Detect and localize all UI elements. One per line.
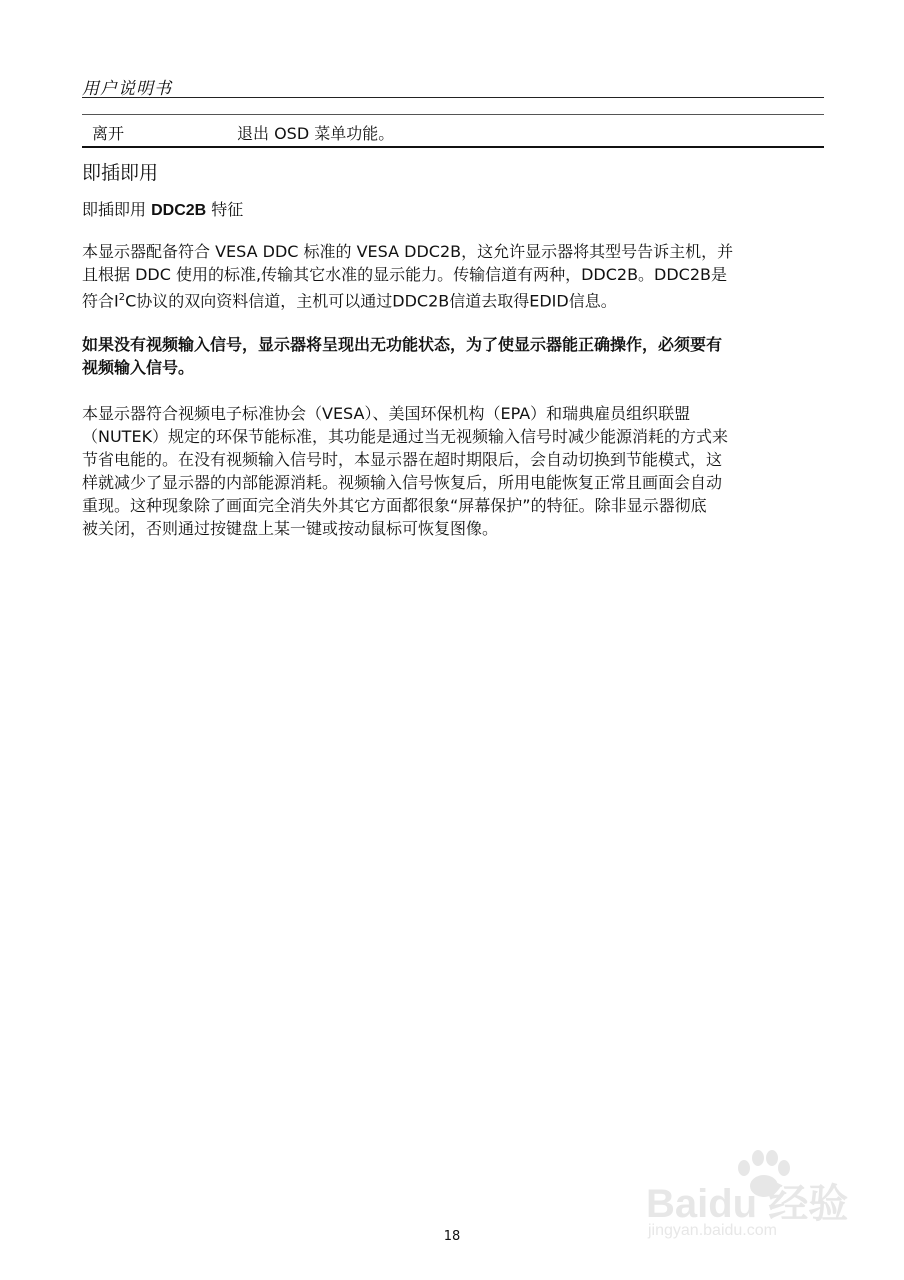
header-divider: [82, 97, 824, 98]
watermark-brand: Baidu 经验: [646, 1182, 849, 1226]
sub-heading-suffix: 特征: [206, 200, 244, 219]
paragraph-ddc2b: [82, 240, 824, 312]
section-heading: 即插即用: [82, 162, 159, 184]
sub-heading: [82, 197, 243, 220]
paragraph-line: （NUTEK）规定的环保节能标准，其功能是通过当无视频输入信号时减少能源消耗的方式来: [82, 427, 729, 446]
paragraph-line: [82, 286, 824, 312]
table-cell-function-desc: 退出 OSD 菜单功能。: [237, 124, 395, 143]
table-top-rule: [82, 114, 824, 115]
watermark-url: jingyan.baidu.com: [648, 1222, 777, 1239]
paragraph-line: 重现。这种现象除了画面完全消失外其它方面都很象“屏幕保护”的特征。除非显示器彻底: [82, 496, 707, 515]
line-suffix: C协议的双向资料信道，主机可以通过DDC2B信道去取得EDID信息。: [125, 291, 617, 311]
paragraph-line: 如果没有视频输入信号，显示器将呈现出无功能状态，为了使显示器能正确操作，必须要有: [82, 335, 723, 354]
table-cell-function-name: 离开: [92, 124, 125, 143]
table-bottom-rule: [82, 146, 824, 148]
paragraph-line: 被关闭，否则通过按键盘上某一键或按动鼠标可恢复图像。: [82, 519, 499, 538]
paragraph-line: 且根据 DDC 使用的标准,传输其它水准的显示能力。传输信道有两种，DDC2B。DDC2B是: [82, 265, 728, 284]
sub-heading-bold: DDC2B: [151, 202, 207, 219]
paragraph-line: 视频输入信号。: [82, 358, 195, 377]
page-number: 18: [443, 1229, 461, 1244]
document-header-title: 用户说明书: [82, 79, 172, 99]
paragraph-line: 本显示器符合视频电子标准协会（VESA）、美国环保机构（EPA）和瑞典雇员组织联盟: [82, 404, 691, 423]
table-row: [82, 119, 824, 143]
sub-heading-prefix: 即插即用: [82, 200, 152, 219]
paragraph-line: 本显示器配备符合 VESA DDC 标准的 VESA DDC2B，这允许显示器将其型号告诉主机，并: [82, 242, 734, 261]
line-prefix: 符合I: [82, 291, 119, 311]
superscript: 2: [118, 292, 126, 303]
paragraph-line: 样就减少了显示器的内部能源消耗。视频输入信号恢复后，所用电能恢复正常且画面会自动: [82, 473, 723, 492]
paragraph-no-signal-warning: [82, 333, 824, 379]
paragraph-line: 节省电能的。在没有视频输入信号时，本显示器在超时期限后，会自动切换到节能模式，这: [82, 450, 723, 469]
paragraph-power-saving: [82, 402, 824, 540]
